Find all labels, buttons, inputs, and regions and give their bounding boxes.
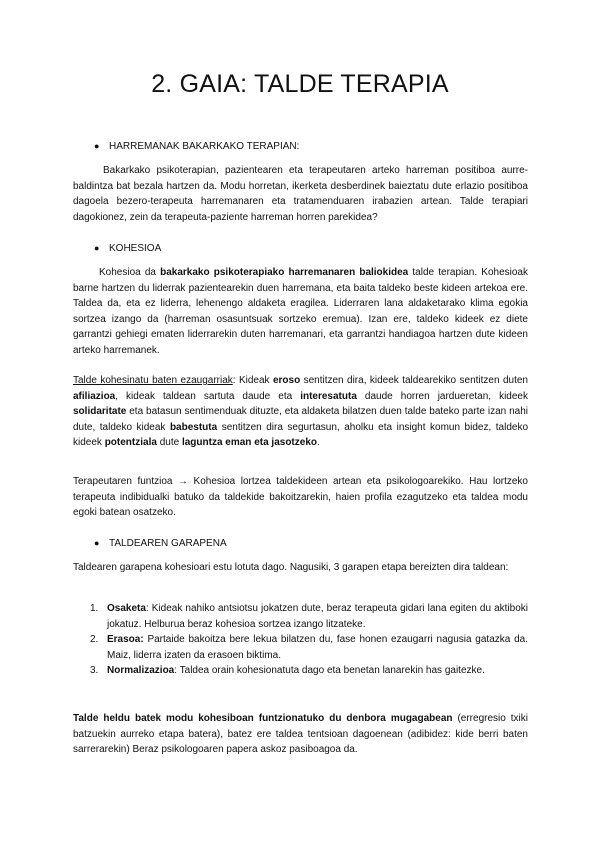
list-item: [73, 601, 528, 632]
bold-run: afiliazioa: [73, 390, 116, 402]
text-run: Kohesioa da: [99, 267, 161, 278]
stages-list: [73, 601, 528, 679]
text-run: .: [317, 437, 320, 448]
paragraph-terapeuta-funtzioa: Terapeutaren funtzioa → Kohesioa lortzea taldekideen artean eta psikologoarekiko. Hau lortzeko terapeuta indibidualki batuko da taldekide bakoitzarekin, haien profila ezagutzeko eta taldea modu egoki batean osatzeko.: [73, 476, 528, 518]
page-title: 2. GAIA: TALDE TERAPIA: [151, 70, 449, 98]
paragraph-garapena-intro: Taldearen garapena kohesioari estu lotuta dago. Nagusiki, 3 garapen etapa bereizten dira taldean:: [73, 562, 509, 573]
bullet-dot-icon: ●: [94, 243, 100, 253]
bold-run: solidaritate: [73, 406, 127, 417]
stage-text: : Taldea orain kohesionatuta dago eta benetan lanarekin has gaitezke.: [174, 665, 485, 676]
list-number: 3.: [90, 665, 99, 676]
stage-term: Osaketa: [107, 603, 146, 614]
bullet-label: KOHESIOA: [109, 243, 162, 254]
text-run: , kideak taldean sartuta daude eta: [115, 390, 301, 402]
paragraph-harremanak: Bakarkako psikoterapian, pazientearen eta terapeutaren arteko harreman positiboa aurre-baldintza bat bezala hartzen da. Modu horretan, ikerketa desberdinek baieztatu dute erlazio positiboa dagoela bezero-terapeuta harremanaren eta tratamenduaren irabazien artean. Talde terapiari dagokionez, zein da terapeuta-paziente harreman horren parekidea?: [73, 165, 528, 223]
text-run: (erregresio txiki batzuekin aurreko etapa batera), batez ere taldea tentsioan dagoenean (adibidez: kide berri baten sarrerarekin) Beraz psikologoaren papera askoz pasiboagoa da.: [73, 713, 528, 755]
underlined-run: Talde kohesinatu baten ezaugarriak: [73, 375, 233, 386]
bold-run: Talde heldu batek modu kohesiboan funtzionatuko du denbora mugagabean: [73, 713, 453, 724]
bullet-label: TALDEAREN GARAPENA: [109, 538, 227, 549]
paragraph-ezaugarriak: [73, 373, 528, 451]
bold-run: interesatuta: [300, 390, 357, 402]
paragraph-kohesioa: [73, 265, 528, 358]
text-run: eta batasun sentimenduak dituzte, eta aldaketa bilatzen duen talde bateko parte izan nahi dute, taldeko kideak: [73, 406, 528, 433]
text-run: sentitzen dira segurtasun, aholku eta insight komun bidez, taldeko kideek: [73, 421, 529, 448]
stage-term: Normalizazioa: [107, 665, 175, 676]
paragraph-closing: [73, 711, 528, 758]
bold-run: babestuta: [169, 421, 218, 433]
stage-term: Erasoa:: [107, 634, 144, 645]
stage-text: : Kideak nahiko antsiotsu jokatzen dute, beraz terapeuta gidari lana egiten du aktiboki jokatuz. Helburua beraz kohesioa sortzea izango litzateke.: [107, 603, 528, 630]
text-run: dute: [156, 437, 182, 448]
bullet-label: HARREMANAK BAKARKAKO TERAPIAN:: [109, 141, 300, 152]
bold-run: bakarkako psikoterapiako harremanaren baliokidea: [160, 267, 409, 278]
bullet-garapena: [94, 536, 227, 551]
bullet-kohesioa: [94, 241, 161, 256]
bullet-dot-icon: ●: [94, 538, 100, 548]
list-item: [73, 663, 528, 679]
list-item: [73, 632, 528, 663]
text-run: : Kideak: [232, 375, 273, 386]
bold-run: eroso: [272, 375, 301, 386]
bullet-dot-icon: ●: [94, 141, 100, 151]
text-run: daude horren jardueretan, kideek: [356, 390, 528, 402]
bold-run: laguntza eman eta jasotzeko: [181, 437, 317, 448]
bullet-harremanak: [94, 139, 299, 154]
text-run: talde terapian. Kohesioak barne hartzen du liderrak pazientearekin duen harremana, eta baita taldeko beste kideen artekoa ere. Taldea da, eta ez liderra, lehenengo aldaketa eragilea. Liderraren lana aldaketarako klima egokia sortzea izango da (harreman osasuntsuak sortzeko eremua). Izan ere, taldeko kideek ez diete garrantzi gehiegi ematen liderrarekin duten harremanari, eta garrantzi handiagoa hartzen dute kideen arteko harremanek.: [73, 267, 528, 356]
list-number: 1.: [90, 603, 99, 614]
stage-text: Partaide bakoitza bere lekua bilatzen du, fase honen ezaugarri nagusia gatazka da. Maiz, liderra izaten da erasoen biktima.: [107, 634, 528, 661]
list-number: 2.: [90, 634, 99, 645]
text-run: sentitzen dira, kideek taldearekiko sentitzen duten: [300, 375, 528, 386]
bold-run: potentziala: [104, 437, 157, 448]
